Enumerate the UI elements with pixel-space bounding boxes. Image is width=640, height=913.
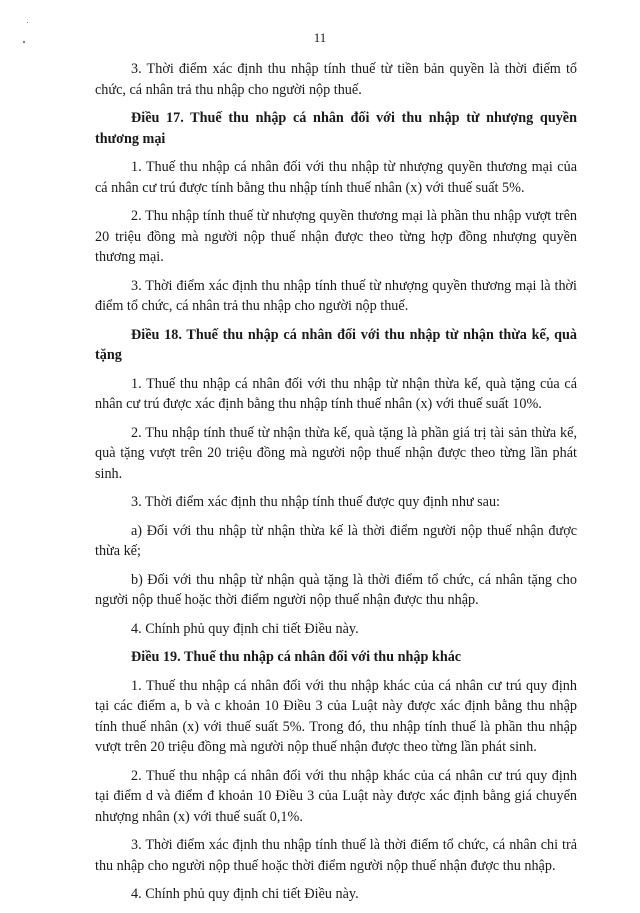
paragraph: 3. Thời điểm xác định thu nhập tính thuế được quy định như sau: [131,494,500,510]
paragraph: 2. Thu nhập tính thuế từ nhượng quyền thương mại là phần thu nhập vượt trên 20 triệu đồng mà người nộp thuế nhận được theo từng hợp đồng nhượng quyền thương mại. [95,208,577,265]
paragraph: 1. Thuế thu nhập cá nhân đối với thu nhập khác của cá nhân cư trú quy định tại các điểm a, b và c khoản 10 Điều 3 của Luật này được xác định bằng thu nhập tính thuế nhân (x) với thuế suất 5%. Trong đó, thu nhập tính thuế là phần thu nhập vượt trên 20 triệu đồng mà người nộp thuế nhận được theo từng lần phát sinh. [95,677,577,755]
article-heading-19: Điều 19. Thuế thu nhập cá nhân đối với thu nhập khác [131,649,462,665]
paragraph: 2. Thuế thu nhập cá nhân đối với thu nhập khác của cá nhân cư trú quy định tại điểm d và điểm đ khoản 10 Điều 3 của Luật này được xác định bằng giá chuyển nhượng nhân (x) với thuế suất 0,1%. [95,767,577,825]
paragraph: 3. Thời điểm xác định thu nhập tính thuế từ tiền bản quyền là thời điểm tổ chức, cá nhân trả thu nhập cho người nộp thuế. [95,61,577,98]
article-heading-17: Điều 17. Thuế thu nhập cá nhân đối với thu nhập từ nhượng quyền thương mại [95,110,577,147]
paragraph: 3. Thời điểm xác định thu nhập tính thuế là thời điểm tổ chức, cá nhân chi trả thu nhập cho người nộp thuế hoặc thời điểm người nộp thuế nhận được thu nhập. [95,837,577,874]
paragraph: a) Đối với thu nhập từ nhận thừa kế là thời điểm người nộp thuế nhận được thừa kế; [95,522,577,559]
paragraph: 2. Thu nhập tính thuế từ nhận thừa kế, quà tặng là phần giá trị tài sản thừa kế, quà tặng vượt trên 20 triệu đồng mà người nộp thuế nhận được theo từng lần phát sinh. [95,424,577,482]
document-body [95,59,577,913]
article-heading-18: Điều 18. Thuế thu nhập cá nhân đối với thu nhập từ nhận thừa kế, quà tặng [95,326,577,363]
page-number: 11 [313,30,327,45]
paragraph: 1. Thuế thu nhập cá nhân đối với thu nhập từ nhượng quyền thương mại của cá nhân cư trú được tính bằng thu nhập tính thuế nhân (x) với thuế suất 5%. [95,159,577,196]
paragraph: 3. Thời điểm xác định thu nhập tính thuế từ nhượng quyền thương mại là thời điểm tổ chức, cá nhân trả thu nhập cho người nộp thuế. [95,277,577,314]
paragraph: 4. Chính phủ quy định chi tiết Điều này. [131,620,359,637]
paragraph: 4. Chính phủ quy định chi tiết Điều này. [131,886,359,902]
paragraph: b) Đối với thu nhập từ nhận quà tặng là thời điểm tổ chức, cá nhân tặng cho người nộp thuế hoặc thời điểm người nộp thuế nhận được thu nhập. [95,571,577,608]
scan-speck [27,22,28,23]
paragraph: 1. Thuế thu nhập cá nhân đối với thu nhập từ nhận thừa kế, quà tặng của cá nhân cư trú được xác định bằng thu nhập tính thuế nhân (x) với thuế suất 10%. [95,375,577,412]
